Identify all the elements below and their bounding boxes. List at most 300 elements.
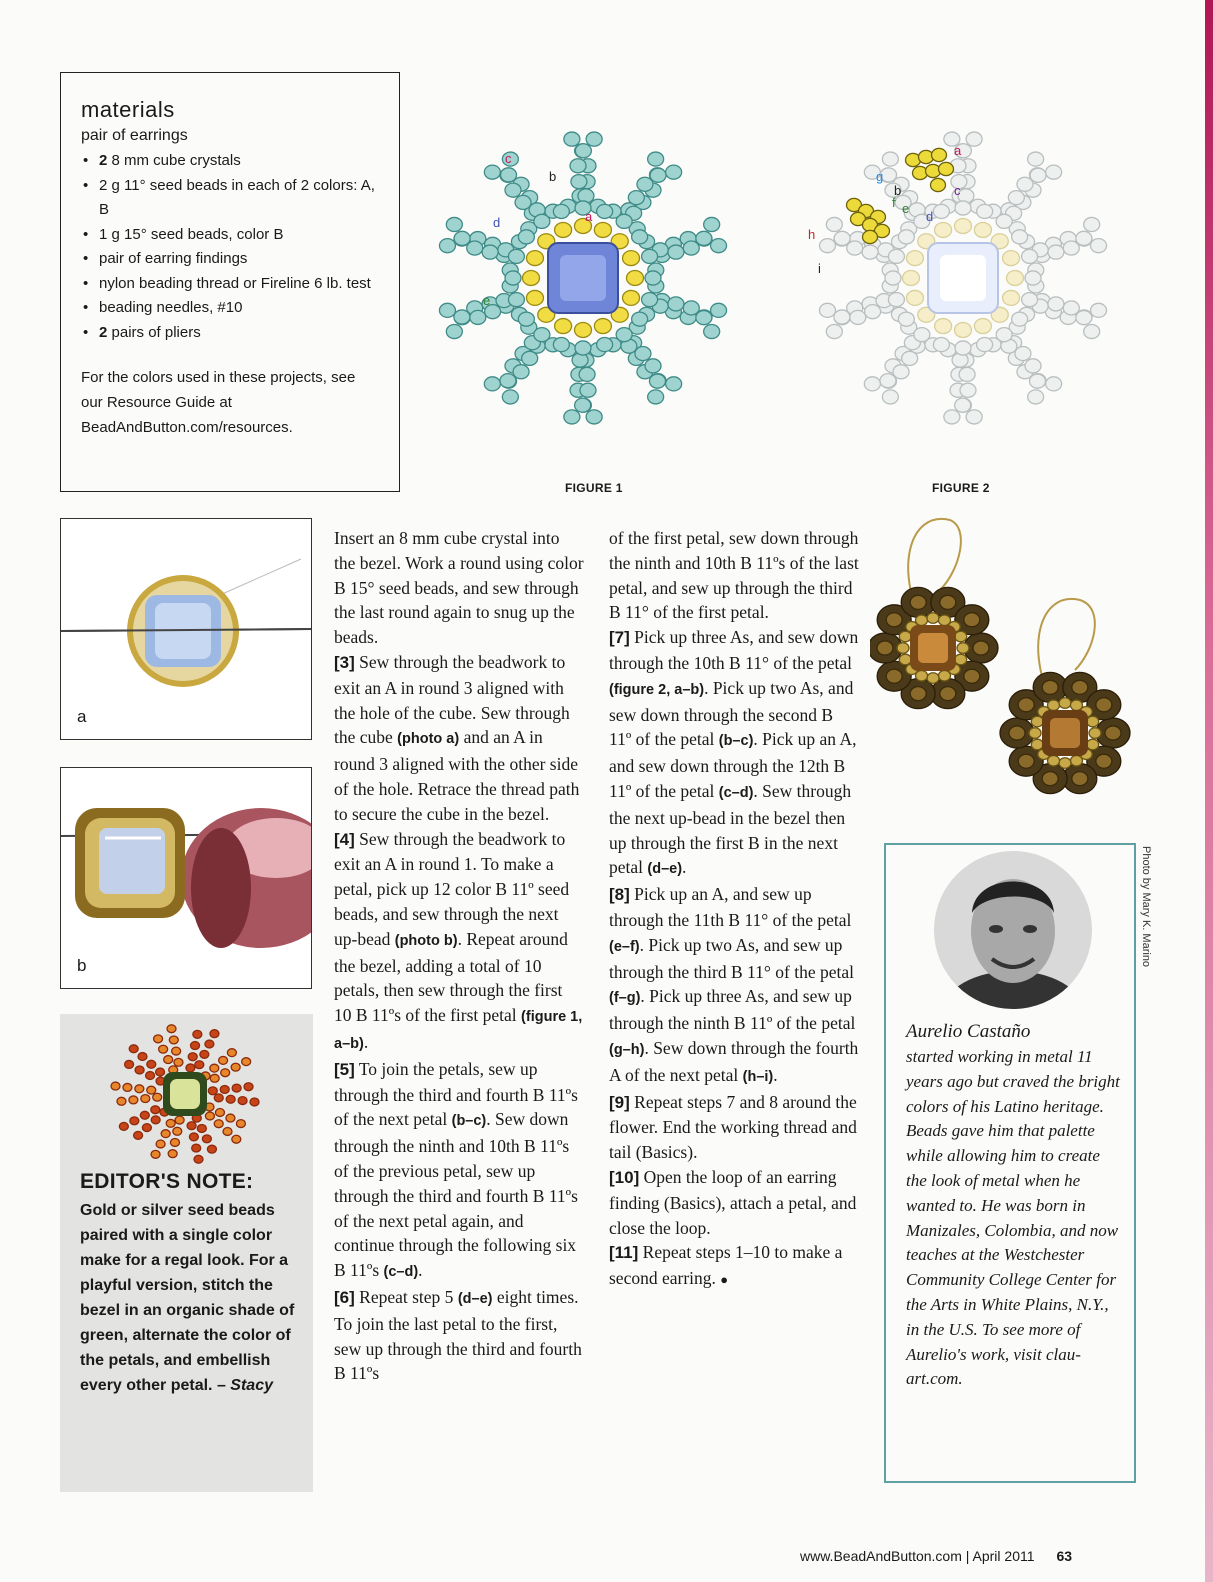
step-3: [3] Sew through the beadwork to exit an A in round 3 aligned with the hole of the cube. Sew through the cube (photo a) and an A in round 3 aligned with the other side of the hole. Retrace the thread path to secure the cube in the bezel. bbox=[334, 651, 580, 824]
bead bbox=[202, 1135, 211, 1143]
fig2-label: i bbox=[818, 261, 821, 276]
fig2-label: b bbox=[894, 183, 902, 198]
bead bbox=[616, 214, 632, 228]
bead bbox=[170, 1139, 179, 1147]
bead bbox=[649, 374, 665, 388]
bead bbox=[534, 328, 550, 342]
fig2-label: c bbox=[954, 183, 961, 198]
bead bbox=[666, 165, 682, 179]
materials-note: For the colors used in these projects, see our Resource Guide at BeadAndButton.com/resources. bbox=[81, 369, 356, 436]
bead bbox=[935, 319, 952, 334]
bead bbox=[826, 217, 842, 231]
bead bbox=[518, 230, 534, 244]
bead bbox=[1003, 251, 1020, 266]
figure-1-diagram bbox=[415, 115, 745, 450]
bead bbox=[575, 144, 591, 158]
author-bio-box bbox=[884, 843, 1136, 1483]
bead bbox=[938, 670, 950, 681]
bead bbox=[159, 1045, 168, 1053]
bead bbox=[974, 319, 991, 334]
bead bbox=[156, 1068, 165, 1076]
bead bbox=[220, 1085, 229, 1093]
bead bbox=[129, 1096, 138, 1104]
bead bbox=[940, 687, 956, 701]
earrings-photo bbox=[870, 510, 1145, 835]
bead bbox=[927, 613, 939, 624]
bead bbox=[632, 312, 648, 326]
bead bbox=[899, 654, 911, 665]
materials-item: • pair of earring findings bbox=[81, 247, 381, 272]
bead bbox=[597, 338, 613, 352]
bead bbox=[454, 310, 470, 324]
bead bbox=[1063, 241, 1079, 255]
bead bbox=[648, 390, 664, 404]
bead bbox=[1030, 168, 1046, 182]
bead bbox=[205, 1112, 214, 1120]
bead bbox=[819, 239, 835, 253]
materials-subtitle: pair of earrings bbox=[81, 127, 188, 144]
bead bbox=[1025, 271, 1041, 285]
bead bbox=[227, 1049, 236, 1057]
step-10: [10] Open the loop of an earring finding (Basics), attach a petal, and close the loop. bbox=[609, 1166, 857, 1238]
bead bbox=[215, 1109, 224, 1117]
bead bbox=[906, 251, 923, 266]
bead bbox=[482, 245, 498, 259]
bead bbox=[501, 168, 517, 182]
bead bbox=[1007, 271, 1024, 286]
bead bbox=[111, 1082, 120, 1090]
fig1-label: c bbox=[505, 151, 512, 166]
bead bbox=[484, 165, 500, 179]
bead bbox=[957, 643, 969, 654]
bead bbox=[1015, 347, 1031, 361]
end-mark-icon: ● bbox=[720, 1272, 729, 1288]
bead bbox=[648, 152, 664, 166]
bead bbox=[940, 595, 956, 609]
bead bbox=[232, 1084, 241, 1092]
bead bbox=[955, 219, 972, 234]
bead bbox=[586, 132, 602, 146]
bead bbox=[236, 1120, 245, 1128]
bead bbox=[902, 351, 918, 365]
bead bbox=[955, 398, 971, 412]
bead bbox=[579, 367, 595, 381]
fig1-label: b bbox=[549, 169, 557, 184]
bead bbox=[594, 319, 611, 334]
bead bbox=[226, 1114, 235, 1122]
bead bbox=[210, 1030, 219, 1038]
bead bbox=[575, 398, 591, 412]
figure-2-caption: FIGURE 2 bbox=[932, 481, 990, 495]
fig2-label: f bbox=[892, 195, 896, 210]
bead bbox=[623, 251, 640, 266]
bead bbox=[553, 204, 569, 218]
bead bbox=[645, 271, 661, 285]
bead bbox=[1059, 698, 1071, 709]
paragraph: of the first petal, sew down through the ninth and 10th B 11ºs of the last petal, and sew up through the third B 11° of the first petal. bbox=[609, 528, 859, 623]
step-5: [5] To join the petals, sew up through the third and fourth B 11ºs of the next petal (b–c). Sew down through the ninth and 10th B 11ºs of the previous petal, sew up through the third and fourth B 11ºs of the next petal again, and continue through the following six B 11ºs (c–d). bbox=[334, 1058, 578, 1281]
bead bbox=[1046, 377, 1062, 391]
fig2-label: a bbox=[954, 143, 962, 158]
bead bbox=[666, 377, 682, 391]
fig1-label: e bbox=[483, 293, 491, 308]
bead bbox=[214, 1094, 223, 1102]
bead bbox=[242, 1058, 251, 1066]
step-6: [6] Repeat step 5 (d–e) eight times. To join the last petal to the first, sew up through the third and fourth B 11ºs bbox=[334, 1286, 582, 1384]
bead bbox=[238, 1097, 247, 1105]
bead bbox=[166, 1119, 175, 1127]
bead bbox=[189, 1133, 198, 1141]
fig2-label: h bbox=[808, 227, 816, 242]
bead bbox=[1091, 303, 1107, 317]
photo-a bbox=[60, 518, 312, 740]
bead bbox=[505, 183, 521, 197]
bead bbox=[903, 271, 920, 286]
bead bbox=[200, 1050, 209, 1058]
photo-credit: Photo by Mary K. Marino bbox=[1140, 846, 1152, 968]
bead bbox=[117, 1097, 126, 1105]
bead bbox=[439, 303, 455, 317]
bead bbox=[194, 1155, 203, 1163]
bead bbox=[172, 1047, 181, 1055]
bead bbox=[696, 231, 712, 245]
bead bbox=[932, 148, 947, 161]
bead bbox=[484, 377, 500, 391]
bead bbox=[169, 1036, 178, 1044]
bead bbox=[135, 1085, 144, 1093]
bead bbox=[564, 410, 580, 424]
bead bbox=[1063, 301, 1079, 315]
bead bbox=[826, 324, 842, 338]
bead bbox=[164, 1056, 173, 1064]
bead bbox=[446, 324, 462, 338]
bead bbox=[888, 293, 904, 307]
bead bbox=[877, 641, 893, 655]
bead bbox=[882, 390, 898, 404]
bead bbox=[597, 204, 613, 218]
bead bbox=[897, 643, 909, 654]
bead bbox=[893, 365, 909, 379]
bead bbox=[850, 310, 866, 324]
bead bbox=[966, 132, 982, 146]
bead bbox=[645, 359, 661, 373]
bead bbox=[142, 1124, 151, 1132]
step-9: [9] Repeat steps 7 and 8 around the flower. End the working thread and tail (Basics). bbox=[609, 1091, 857, 1163]
bead bbox=[1087, 739, 1099, 750]
bead bbox=[522, 351, 538, 365]
bead bbox=[147, 1060, 156, 1068]
bead bbox=[518, 312, 534, 326]
bead bbox=[834, 310, 850, 324]
bead bbox=[616, 328, 632, 342]
bead bbox=[1029, 728, 1041, 739]
photo-b-label: b bbox=[77, 956, 87, 975]
step-11: [11] Repeat steps 1–10 to make a second earring. ● bbox=[609, 1242, 843, 1289]
bead bbox=[208, 1087, 217, 1095]
author-bio-text: started working in metal 11 years ago but craved the bright colors of his Latino heritage. Beads gave him that palette while allowing him to create the look of metal when he wanted to. He was born in Manizales, Colombia, and now teaches at the Westchester Community College Center for the Arts in White Plains, N.Y., in the U.S. To see more of Aurelio's work, visit clau-art.com. bbox=[906, 1047, 1120, 1389]
bead bbox=[1008, 191, 1024, 205]
bead bbox=[683, 241, 699, 255]
bead bbox=[1105, 726, 1121, 740]
bead bbox=[955, 201, 971, 215]
bead bbox=[219, 1056, 228, 1064]
bead bbox=[446, 217, 462, 231]
bead bbox=[959, 367, 975, 381]
bead bbox=[119, 1122, 128, 1130]
materials-title: materials bbox=[81, 97, 175, 122]
bead bbox=[955, 654, 967, 665]
bead bbox=[141, 1095, 150, 1103]
bead bbox=[834, 231, 850, 245]
bead bbox=[1009, 726, 1025, 740]
bead bbox=[899, 631, 911, 642]
fig2-label: e bbox=[902, 201, 910, 216]
editors-note-title: EDITOR'S NOTE: bbox=[80, 1170, 254, 1193]
bead bbox=[571, 175, 587, 189]
bead bbox=[1048, 297, 1064, 311]
editors-note-text: Gold or silver seed beads paired with a single color make for a regal look. For a playful version, stitch the bezel in an organic shade of green, alternate the color of the petals, and embellish every other petal. – Stacy bbox=[80, 1202, 295, 1394]
bead bbox=[1018, 754, 1034, 768]
bead bbox=[193, 1030, 202, 1038]
bead bbox=[221, 1069, 230, 1077]
bead bbox=[964, 669, 980, 683]
bead bbox=[195, 1061, 204, 1069]
step-7: [7] Pick up three As, and sew down through the 10th B 11° of the petal (figure 2, a–b). Pick up two As, and sew down through the second B 11º of the petal (b–c). Pick up an A, and sew down through the 12th B 11º of the petal (c–d). Sew through the next up-bead in the bezel then up through the first B in the next petal (d–e). bbox=[609, 627, 859, 878]
bead bbox=[168, 1150, 177, 1158]
fig1-label: d bbox=[493, 215, 501, 230]
bead bbox=[214, 1120, 223, 1128]
bead bbox=[564, 132, 580, 146]
bead bbox=[632, 230, 648, 244]
bead bbox=[711, 303, 727, 317]
bead bbox=[135, 1066, 144, 1074]
bead bbox=[1087, 716, 1099, 727]
instructions-column-2 bbox=[609, 526, 859, 1293]
bead bbox=[1072, 772, 1088, 786]
bead bbox=[153, 1093, 162, 1101]
materials-item: • 2 pairs of pliers bbox=[81, 321, 381, 346]
bead bbox=[966, 410, 982, 424]
bead bbox=[1096, 698, 1112, 712]
step-8: [8] Pick up an A, and sew up through the 11th B 11° of the petal (e–f). Pick up two As, and sew up through the third B 11° of the petal (f–g). Pick up three As, and sew up through the ninth B 11º of the petal (g–h). Sew down through the fourth A of the next petal (h–i). bbox=[609, 884, 859, 1085]
bead bbox=[642, 293, 658, 307]
bead bbox=[553, 338, 569, 352]
bead bbox=[175, 1116, 184, 1124]
bead bbox=[910, 595, 926, 609]
bead bbox=[996, 328, 1012, 342]
bead bbox=[704, 324, 720, 338]
bead bbox=[173, 1127, 182, 1135]
bead bbox=[1012, 230, 1028, 244]
bead bbox=[977, 338, 993, 352]
bead bbox=[187, 1122, 196, 1130]
bead bbox=[188, 1053, 197, 1061]
bead bbox=[1084, 324, 1100, 338]
figure-2-diagram bbox=[788, 115, 1133, 450]
bead bbox=[819, 303, 835, 317]
materials-item: • 1 g 15° seed beads, color B bbox=[81, 223, 381, 248]
bead bbox=[570, 159, 586, 173]
bead bbox=[174, 1058, 183, 1066]
bead bbox=[1084, 217, 1100, 231]
bead bbox=[650, 168, 666, 182]
bead bbox=[623, 290, 640, 305]
bead bbox=[146, 1072, 155, 1080]
bead bbox=[250, 1098, 259, 1106]
bead bbox=[586, 410, 602, 424]
bead bbox=[955, 323, 972, 338]
materials-item: • 2 8 mm cube crystals bbox=[81, 149, 381, 174]
bead bbox=[974, 222, 991, 237]
bead bbox=[898, 230, 914, 244]
bead bbox=[916, 615, 928, 626]
bead bbox=[668, 245, 684, 259]
footer-site: www.BeadAndButton.com | April 2011 bbox=[800, 1548, 1035, 1564]
bead bbox=[944, 410, 960, 424]
bead bbox=[1076, 231, 1092, 245]
bead bbox=[637, 177, 653, 191]
bead bbox=[847, 241, 863, 255]
materials-item: • nylon beading thread or Fireline 6 lb. test bbox=[81, 272, 381, 297]
bead bbox=[156, 1140, 165, 1148]
bead bbox=[1012, 312, 1028, 326]
bead bbox=[154, 1035, 163, 1043]
page-edge-bar bbox=[1205, 0, 1213, 1582]
fig2-label: g bbox=[876, 169, 884, 184]
bead bbox=[1042, 680, 1058, 694]
bead bbox=[210, 1064, 219, 1072]
bead bbox=[1048, 700, 1060, 711]
bead bbox=[1003, 290, 1020, 305]
bead bbox=[704, 217, 720, 231]
bead bbox=[668, 297, 684, 311]
materials-item: • 2 g 11° seed beads in each of 2 colors: A, B bbox=[81, 174, 381, 223]
figure-1-caption: FIGURE 1 bbox=[565, 481, 623, 495]
bead bbox=[996, 214, 1012, 228]
bead bbox=[226, 1095, 235, 1103]
bead bbox=[467, 241, 483, 255]
bead bbox=[555, 222, 572, 237]
bead bbox=[711, 239, 727, 253]
bead bbox=[526, 290, 543, 305]
bead bbox=[1048, 245, 1064, 259]
bead bbox=[886, 669, 902, 683]
bead bbox=[898, 312, 914, 326]
bead bbox=[1018, 698, 1034, 712]
bead bbox=[1070, 755, 1082, 766]
bead bbox=[244, 1083, 253, 1091]
bead bbox=[161, 1130, 170, 1138]
page-number: 63 bbox=[1056, 1548, 1073, 1564]
bead bbox=[151, 1150, 160, 1158]
bead bbox=[939, 162, 954, 175]
bead bbox=[1017, 177, 1033, 191]
bead bbox=[1031, 716, 1043, 727]
fig1-label: a bbox=[585, 209, 593, 224]
bead bbox=[534, 214, 550, 228]
materials-item: • beading needles, #10 bbox=[81, 296, 381, 321]
bead bbox=[197, 1125, 206, 1133]
bead bbox=[973, 641, 989, 655]
bead bbox=[138, 1053, 147, 1061]
step-4: [4] Sew through the beadwork to exit an A in round 1. To make a petal, pick up 12 color B 11º seed beads, and sew through the next up-bead (photo b). Repeat around the bezel, adding a total of 10 petals, then sew through the first 10 B 11ºs of the first petal (figure 1, a–b). bbox=[334, 828, 583, 1052]
bead bbox=[594, 222, 611, 237]
bead bbox=[151, 1116, 160, 1124]
bead bbox=[628, 191, 644, 205]
bead bbox=[880, 374, 896, 388]
bead bbox=[696, 311, 712, 325]
author-name: Aurelio Castaño bbox=[906, 1021, 1031, 1042]
author-portrait bbox=[934, 851, 1092, 1009]
bead bbox=[505, 271, 521, 285]
bead bbox=[863, 230, 878, 243]
bead bbox=[933, 338, 949, 352]
page-footer bbox=[800, 1548, 1072, 1564]
bead bbox=[167, 1025, 176, 1033]
bead bbox=[1028, 152, 1044, 166]
bead bbox=[864, 377, 880, 391]
bead bbox=[955, 341, 971, 355]
bead bbox=[231, 1063, 240, 1071]
bead bbox=[627, 271, 644, 286]
bead bbox=[865, 305, 881, 319]
photo-b bbox=[60, 767, 312, 989]
bead bbox=[191, 1042, 200, 1050]
bead bbox=[123, 1083, 132, 1091]
bead bbox=[977, 204, 993, 218]
bead bbox=[1091, 239, 1107, 253]
bead bbox=[927, 673, 939, 684]
bead bbox=[642, 249, 658, 263]
bead bbox=[935, 222, 952, 237]
bead bbox=[1025, 359, 1041, 373]
bead bbox=[500, 374, 516, 388]
bead bbox=[580, 383, 596, 397]
bead bbox=[232, 1135, 241, 1143]
bead bbox=[147, 1086, 156, 1094]
materials-list bbox=[81, 149, 381, 345]
bead bbox=[526, 251, 543, 266]
bead bbox=[513, 365, 529, 379]
bead bbox=[964, 613, 980, 627]
bead bbox=[862, 245, 878, 259]
bead bbox=[1042, 772, 1058, 786]
bead bbox=[186, 1064, 195, 1072]
bead bbox=[223, 1128, 232, 1136]
bead bbox=[914, 328, 930, 342]
bead bbox=[886, 613, 902, 627]
bead bbox=[882, 152, 898, 166]
materials-box bbox=[60, 72, 400, 492]
bead bbox=[960, 383, 976, 397]
bead bbox=[1029, 374, 1045, 388]
bead bbox=[515, 195, 531, 209]
bead bbox=[134, 1131, 143, 1139]
bead bbox=[888, 249, 904, 263]
bead bbox=[1022, 293, 1038, 307]
bead bbox=[508, 293, 524, 307]
bead bbox=[210, 1074, 219, 1082]
bead bbox=[140, 1111, 149, 1119]
bead bbox=[470, 310, 486, 324]
bead bbox=[1089, 728, 1101, 739]
bead bbox=[1046, 165, 1062, 179]
bead bbox=[933, 204, 949, 218]
bead bbox=[1072, 680, 1088, 694]
bead bbox=[906, 290, 923, 305]
bead bbox=[508, 249, 524, 263]
bead bbox=[439, 239, 455, 253]
